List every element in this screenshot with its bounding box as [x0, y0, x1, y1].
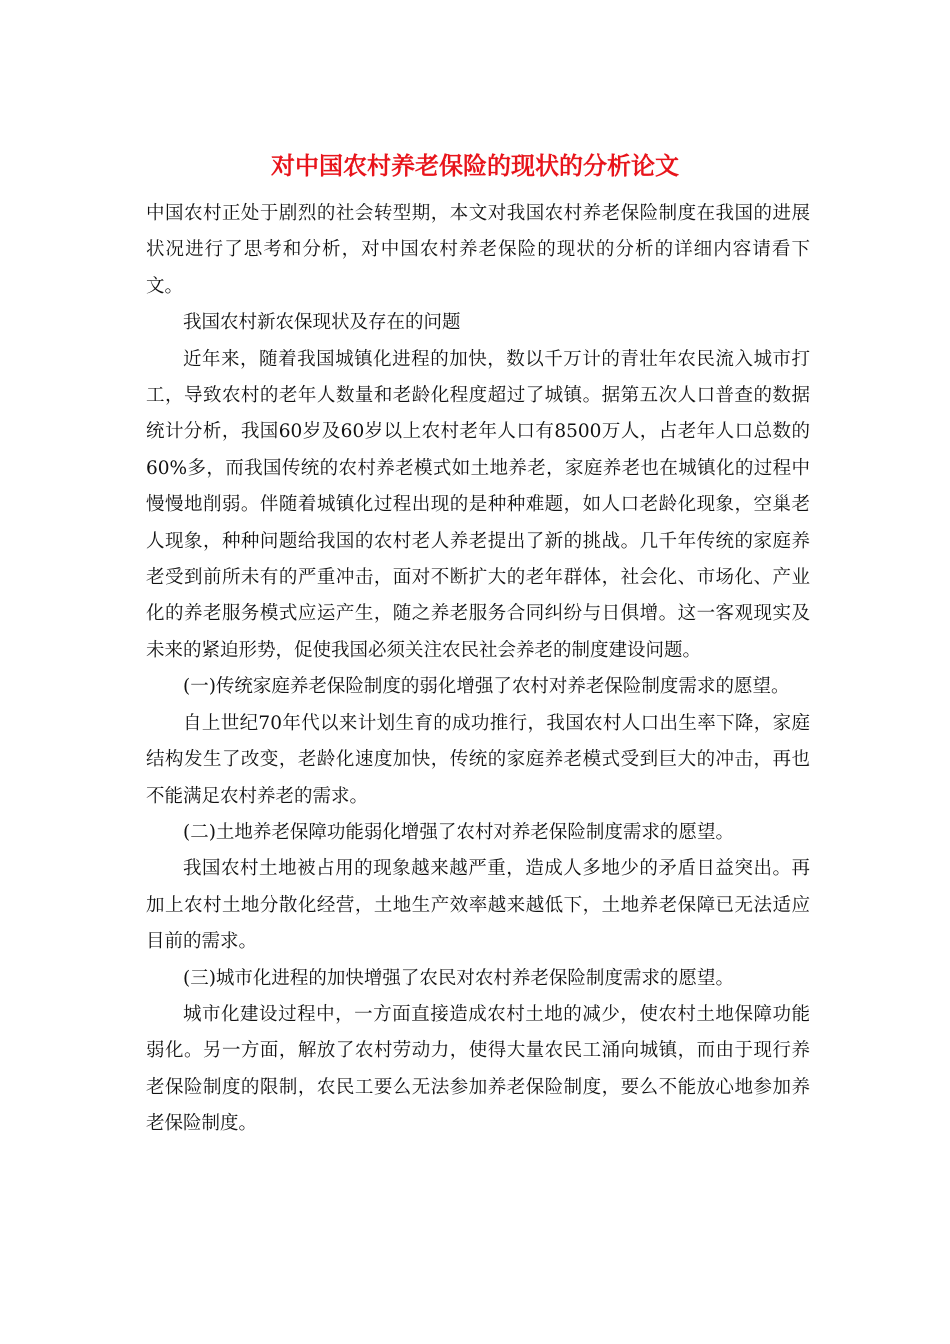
body-paragraph: 自上世纪70年代以来计划生育的成功推行，我国农村人口出生率下降，家庭结构发生了改变，老龄化速度加快，传统的家庭养老模式受到巨大的冲击，再也不能满足农村养老的需求。 [146, 712, 810, 807]
subsection-heading: (一)传统家庭养老保险制度的弱化增强了农村对养老保险制度需求的愿望。 [183, 676, 790, 698]
subsection-heading: (三)城市化进程的加快增强了农民对农村养老保险制度需求的愿望。 [183, 967, 734, 989]
body-paragraph: 近年来，随着我国城镇化进程的加快，数以千万计的青壮年农民流入城市打工，导致农村的老年人数量和老龄化程度超过了城镇。据第五次人口普查的数据统计分析，我国60岁及60岁以上农村老年人口有8500万人，占老年人口总数的60%多，而我国传统的农村养老模式如土地养老，家庭养老也在城镇化的过程中慢慢地削弱。伴随着城镇化过程出现的是种种难题，如人口老龄化现象，空巢老人现象，种种问题给我国的农村老人养老提出了新的挑战。几千年传统的家庭养老受到前所未有的严重冲击，面对不断扩大的老年群体，社会化、市场化、产业化的养老服务模式应运产生，随之养老服务合同纠纷与日俱增。这一客观现实及未来的紧迫形势，促使我国必须关注农民社会养老的制度建设问题。 [146, 348, 810, 661]
document-body [146, 196, 810, 1143]
body-paragraph: 我国农村土地被占用的现象越来越严重，造成人多地少的矛盾日益突出。再加上农村土地分散化经营，土地生产效率越来越低下，土地养老保障已无法适应目前的需求。 [146, 858, 810, 953]
subsection-heading: (二)土地养老保障功能弱化增强了农村对养老保险制度需求的愿望。 [183, 821, 734, 843]
intro-paragraph: 中国农村正处于剧烈的社会转型期，本文对我国农村养老保险制度在我国的进展状况进行了思考和分析，对中国农村养老保险的现状的分析的详细内容请看下文。 [146, 203, 810, 297]
document-title: 对中国农村养老保险的现状的分析论文 [271, 151, 679, 180]
section-heading: 我国农村新农保现状及存在的问题 [183, 312, 461, 334]
body-paragraph: 城市化建设过程中，一方面直接造成农村土地的减少，使农村土地保障功能弱化。另一方面，解放了农村劳动力，使得大量农民工涌向城镇，而由于现行养老保险制度的限制，农民工要么无法参加养老保险制度，要么不能放心地参加养老保险制度。 [146, 1003, 810, 1135]
